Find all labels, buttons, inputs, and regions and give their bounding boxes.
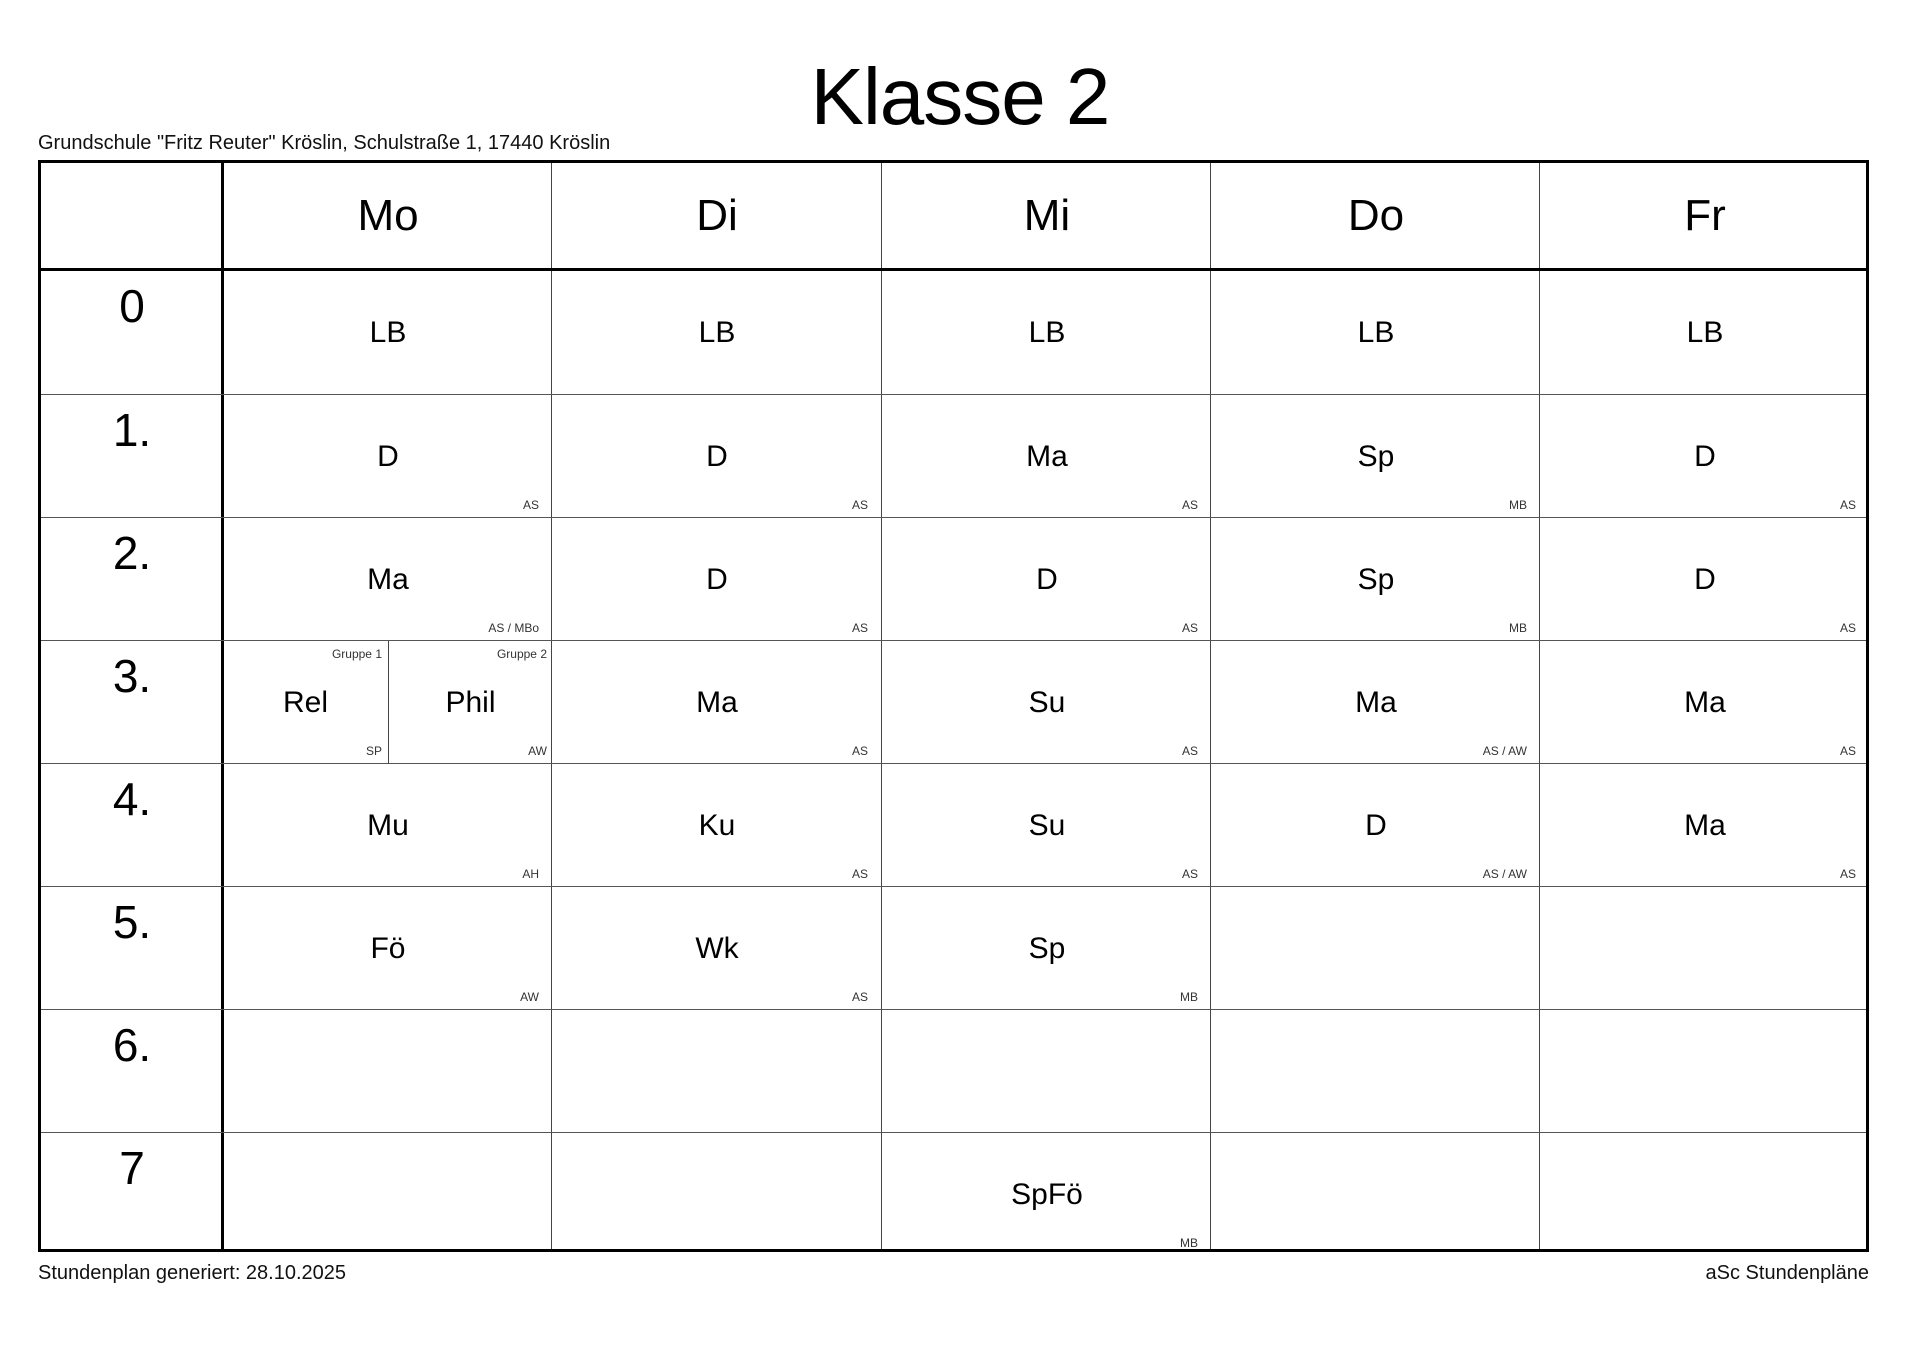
empty-cell[interactable]	[1211, 1010, 1541, 1133]
lesson-cell[interactable]	[552, 887, 882, 1010]
subject: Ma	[696, 685, 738, 719]
lesson-cell[interactable]	[1540, 395, 1870, 518]
subject: D	[1036, 562, 1058, 596]
teacher: MB	[1180, 1236, 1198, 1250]
teacher: AW	[528, 744, 547, 758]
teacher: AS	[1839, 498, 1856, 512]
group-lesson-cell[interactable]	[223, 641, 389, 764]
empty-cell[interactable]	[1540, 887, 1870, 1010]
teacher: SP	[365, 744, 382, 758]
teacher: AS	[1181, 744, 1198, 758]
subject: Wk	[695, 931, 739, 965]
subject: D	[1694, 562, 1716, 596]
subject: Su	[1028, 808, 1066, 842]
lesson-cell[interactable]	[223, 395, 553, 518]
subject: LB	[369, 315, 407, 349]
empty-cell[interactable]	[223, 1133, 553, 1256]
teacher: MB	[1180, 990, 1198, 1004]
subject: Phil	[445, 685, 496, 719]
teacher: AS	[1181, 498, 1198, 512]
lesson-cell[interactable]	[1540, 271, 1870, 394]
period-label-7: 7	[119, 1142, 145, 1194]
lesson-cell[interactable]	[1540, 764, 1870, 887]
lesson-cell[interactable]	[223, 271, 553, 394]
lesson-cell[interactable]	[882, 887, 1212, 1010]
period-label-6: 6.	[112, 1019, 152, 1071]
group-label: Gruppe 2	[496, 647, 547, 661]
generated-date: Stundenplan generiert: 28.10.2025	[38, 1262, 347, 1284]
subject: D	[377, 439, 399, 473]
subject: Ma	[1684, 685, 1726, 719]
empty-cell[interactable]	[223, 1010, 553, 1133]
lesson-cell[interactable]	[1540, 641, 1870, 764]
subject: LB	[698, 315, 736, 349]
empty-cell[interactable]	[552, 1133, 882, 1256]
day-header-di: Di	[696, 191, 738, 240]
lesson-cell[interactable]	[552, 518, 882, 641]
subject: D	[1365, 808, 1387, 842]
page-title: Klasse 2	[810, 52, 1110, 141]
subject: D	[706, 439, 728, 473]
subject: LB	[1357, 315, 1395, 349]
teacher: MB	[1509, 498, 1527, 512]
teacher: AS / AW	[1482, 867, 1527, 881]
lesson-cell[interactable]	[223, 518, 553, 641]
lesson-cell[interactable]	[1211, 395, 1541, 518]
subject: SpFö	[1011, 1177, 1083, 1211]
empty-cell[interactable]	[1540, 1133, 1870, 1256]
period-label-2: 2.	[112, 527, 152, 579]
empty-cell[interactable]	[882, 1010, 1212, 1133]
teacher: AW	[520, 990, 539, 1004]
teacher: AS / MBo	[488, 621, 539, 635]
day-header-mi: Mi	[1023, 191, 1071, 240]
split-lesson-cell	[223, 641, 553, 764]
lesson-cell[interactable]	[223, 887, 553, 1010]
teacher: AS / AW	[1482, 744, 1527, 758]
subject: D	[1694, 439, 1716, 473]
empty-cell[interactable]	[1540, 1010, 1870, 1133]
teacher: AS	[1839, 744, 1856, 758]
lesson-cell[interactable]	[1211, 764, 1541, 887]
teacher: AS	[851, 990, 868, 1004]
teacher: AS	[851, 621, 868, 635]
teacher: AH	[522, 867, 539, 881]
lesson-cell[interactable]	[552, 271, 882, 394]
lesson-cell[interactable]	[1211, 271, 1541, 394]
teacher: AS	[851, 498, 868, 512]
lesson-cell[interactable]	[552, 641, 882, 764]
school-address: Grundschule "Fritz Reuter" Kröslin, Schulstraße 1, 17440 Kröslin	[38, 132, 611, 154]
day-header-do: Do	[1347, 191, 1405, 240]
group-lesson-cell[interactable]	[388, 641, 553, 764]
empty-cell[interactable]	[1211, 1133, 1541, 1256]
lesson-cell[interactable]	[882, 641, 1212, 764]
timetable-grid	[38, 160, 1869, 1252]
subject: Rel	[282, 685, 328, 719]
teacher: AS	[851, 867, 868, 881]
period-label-5: 5.	[112, 896, 152, 948]
subject: Sp	[1028, 931, 1066, 965]
lesson-cell[interactable]	[552, 395, 882, 518]
subject: Fö	[370, 931, 406, 965]
teacher: AS	[1181, 621, 1198, 635]
teacher: AS	[1839, 621, 1856, 635]
subject: Ku	[698, 808, 736, 842]
day-header-fr: Fr	[1684, 191, 1726, 240]
subject: Ma	[1355, 685, 1397, 719]
lesson-cell[interactable]	[882, 764, 1212, 887]
subject: Su	[1028, 685, 1066, 719]
teacher: AS	[1839, 867, 1856, 881]
period-label-4: 4.	[112, 773, 152, 825]
subject: LB	[1686, 315, 1724, 349]
lesson-cell[interactable]	[882, 1133, 1212, 1256]
teacher: AS	[522, 498, 539, 512]
lesson-cell[interactable]	[882, 395, 1212, 518]
subject: Sp	[1357, 562, 1395, 596]
brand-label: aSc Stundenpläne	[1705, 1262, 1869, 1284]
period-label-1: 1.	[112, 404, 152, 456]
period-label-3: 3.	[112, 650, 152, 702]
subject: Ma	[367, 562, 409, 596]
teacher: AS	[1181, 867, 1198, 881]
teacher: AS	[851, 744, 868, 758]
empty-cell[interactable]	[1211, 887, 1541, 1010]
lesson-cell[interactable]	[1540, 518, 1870, 641]
teacher: MB	[1509, 621, 1527, 635]
group-label: Gruppe 1	[331, 647, 382, 661]
subject: Ma	[1684, 808, 1726, 842]
subject: LB	[1028, 315, 1066, 349]
lesson-cell[interactable]	[1211, 641, 1541, 764]
lesson-cell[interactable]	[223, 764, 553, 887]
subject: D	[706, 562, 728, 596]
day-header-mo: Mo	[357, 191, 419, 240]
lesson-cell[interactable]	[882, 518, 1212, 641]
lesson-cell[interactable]	[882, 271, 1212, 394]
subject: Sp	[1357, 439, 1395, 473]
lesson-cell[interactable]	[552, 764, 882, 887]
period-label-0: 0	[119, 280, 145, 332]
subject: Mu	[367, 808, 409, 842]
empty-cell[interactable]	[552, 1010, 882, 1133]
subject: Ma	[1026, 439, 1068, 473]
lesson-cell[interactable]	[1211, 518, 1541, 641]
